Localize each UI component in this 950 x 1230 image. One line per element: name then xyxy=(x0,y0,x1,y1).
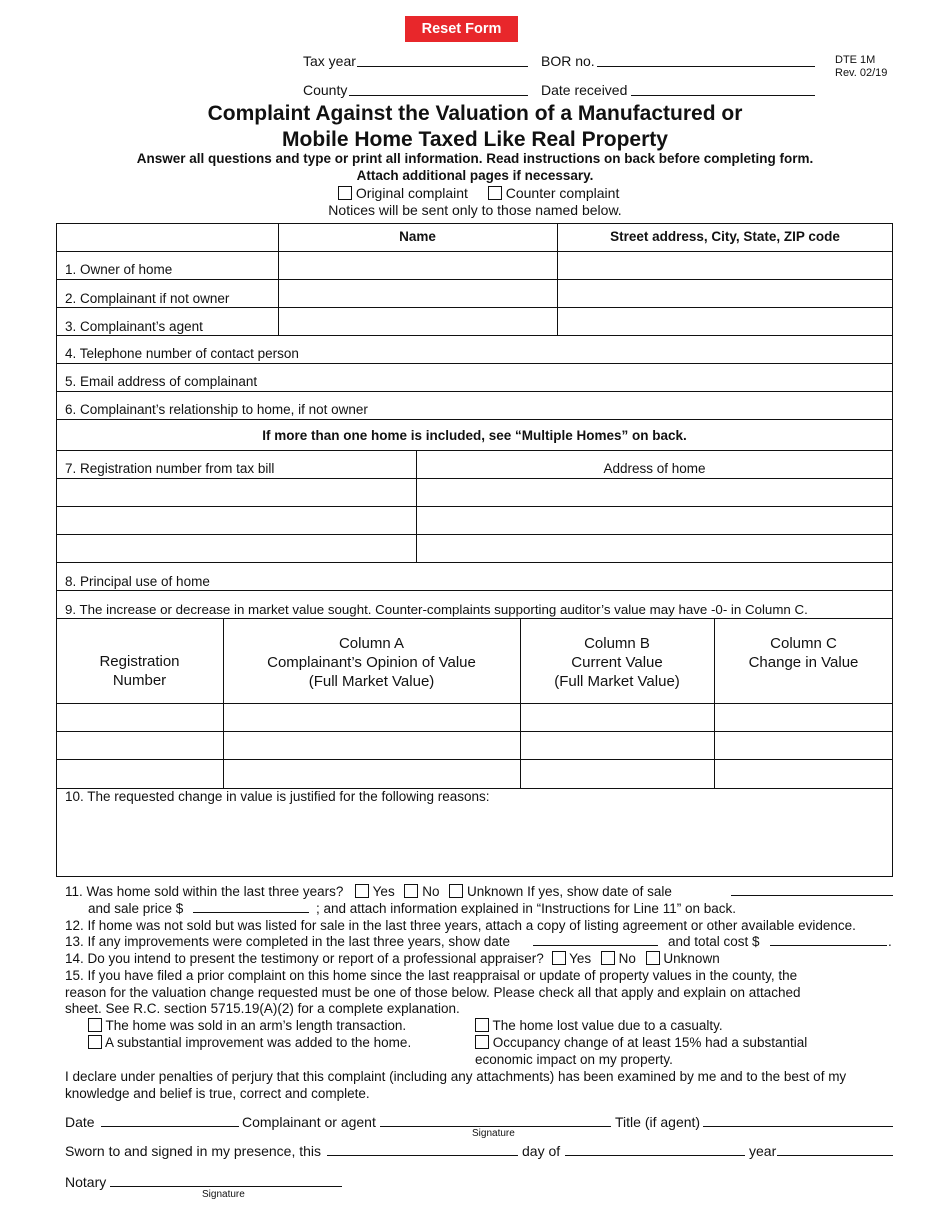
q14-yes-label: Yes xyxy=(569,951,592,966)
sworn-month-field[interactable] xyxy=(565,1155,745,1156)
q13-period: . xyxy=(888,934,892,949)
value-row-3-column-b[interactable] xyxy=(522,760,713,787)
q15-sold-checkbox[interactable] xyxy=(88,1018,102,1032)
q11-unknown-label: Unknown xyxy=(467,884,524,899)
q15-option-occupancy xyxy=(475,1035,807,1050)
registration-number-field-2[interactable] xyxy=(58,507,414,533)
column-b-header: Column B Current Value (Full Market Value) xyxy=(554,635,680,690)
value-row-2-registration[interactable] xyxy=(58,732,222,758)
question-15-line1: 15. If you have filed a prior complaint on this home since the last reappraisal or update of property values in the county, the xyxy=(65,968,798,983)
form-title-line2: Mobile Home Taxed Like Real Property xyxy=(282,128,668,151)
title-if-agent-label: Title (if agent) xyxy=(615,1114,701,1130)
value-row-2-column-a[interactable] xyxy=(225,732,519,758)
sworn-label: Sworn to and signed in my presence, this xyxy=(65,1143,322,1159)
owner-name-field[interactable] xyxy=(280,252,556,278)
q11-if-yes-label: If yes, show date of sale xyxy=(527,884,672,899)
q15-option-casualty xyxy=(475,1018,723,1033)
complainant-signature-field[interactable] xyxy=(380,1126,611,1127)
sale-price-field[interactable] xyxy=(193,912,309,913)
home-address-field-1[interactable] xyxy=(418,479,891,505)
original-complaint-label: Original complaint xyxy=(355,185,468,201)
home-address-header: Address of home xyxy=(603,461,706,476)
question-11-text: 11. Was home sold within the last three years? xyxy=(65,884,344,899)
q14-no-checkbox[interactable] xyxy=(601,951,615,965)
instructions-line2: Attach additional pages if necessary. xyxy=(356,168,594,183)
reasons-textarea[interactable] xyxy=(58,808,891,874)
multiple-homes-note: If more than one home is included, see “Multiple Homes” on back. xyxy=(262,428,687,443)
counter-complaint-checkbox[interactable] xyxy=(488,186,502,200)
registration-number-field-3[interactable] xyxy=(58,535,414,561)
value-row-1-column-a[interactable] xyxy=(225,704,519,730)
agent-address-field[interactable] xyxy=(559,308,891,334)
q14-no-label: No xyxy=(618,951,636,966)
form-revision: Rev. 02/19 xyxy=(835,67,888,79)
q14-yes-checkbox[interactable] xyxy=(552,951,566,965)
agent-name-field[interactable] xyxy=(280,308,556,334)
value-row-1-column-c[interactable] xyxy=(716,704,891,730)
notary-label: Notary xyxy=(65,1174,107,1190)
county-field[interactable] xyxy=(349,95,528,96)
instructions-line1: Answer all questions and type or print all information. Read instructions on back before completing form. xyxy=(136,151,814,166)
bor-no-field[interactable] xyxy=(597,66,815,67)
owner-row-label: 1. Owner of home xyxy=(65,262,173,277)
q15-option-sold xyxy=(88,1018,406,1033)
value-row-3-column-c[interactable] xyxy=(716,760,891,787)
complainant-name-field[interactable] xyxy=(280,280,556,306)
q14-unknown-label: Unknown xyxy=(663,951,720,966)
bor-no-label: BOR no. xyxy=(541,53,595,69)
original-complaint-checkbox[interactable] xyxy=(338,186,352,200)
q11-yes-checkbox[interactable] xyxy=(355,884,369,898)
q15-improvement-checkbox[interactable] xyxy=(88,1035,102,1049)
q11-attach-text: ; and attach information explained in “Instructions for Line 11” on back. xyxy=(316,901,736,916)
reasons-label: 10. The requested change in value is justified for the following reasons: xyxy=(65,789,490,804)
complainant-address-field[interactable] xyxy=(559,280,891,306)
registration-number-field-1[interactable] xyxy=(58,479,414,505)
q11-yes-label: Yes xyxy=(372,884,395,899)
notary-signature-field[interactable] xyxy=(110,1186,342,1187)
telephone-label: 4. Telephone number of contact person xyxy=(65,346,299,361)
q11-unknown-checkbox[interactable] xyxy=(449,884,463,898)
registration-number-column: Registration Number xyxy=(99,653,180,689)
name-column-header: Name xyxy=(399,229,436,244)
sworn-year-field[interactable] xyxy=(777,1155,893,1156)
q15-casualty-label: The home lost value due to a casualty. xyxy=(492,1018,723,1033)
reset-form-button[interactable]: Reset Form xyxy=(405,16,518,42)
question-11-row xyxy=(65,884,672,899)
q15-sold-label: The home was sold in an arm’s length transaction. xyxy=(105,1018,407,1033)
tax-year-label: Tax year xyxy=(303,53,356,69)
question-12-text: 12. If home was not sold but was listed for sale in the last three years, attach a copy of listing agreement or other available evidence. xyxy=(65,918,856,933)
question-13-text: 13. If any improvements were completed in the last three years, show date xyxy=(65,934,510,949)
complainant-signature-caption: Signature xyxy=(472,1128,515,1139)
date-received-label: Date received xyxy=(541,82,628,98)
sale-date-field[interactable] xyxy=(731,895,893,896)
q11-no-checkbox[interactable] xyxy=(404,884,418,898)
relationship-label: 6. Complainant’s relationship to home, if not owner xyxy=(65,402,368,417)
signature-date-field[interactable] xyxy=(101,1126,239,1127)
agent-title-field[interactable] xyxy=(703,1126,893,1127)
date-label: Date xyxy=(65,1114,95,1130)
registration-number-header: 7. Registration number from tax bill xyxy=(65,461,275,476)
q15-improvement-label: A substantial improvement was added to the home. xyxy=(105,1035,412,1050)
improvement-cost-field[interactable] xyxy=(770,945,887,946)
form-title-line1: Complaint Against the Valuation of a Manufactured or xyxy=(207,102,743,125)
q15-casualty-checkbox[interactable] xyxy=(475,1018,489,1032)
question-15-line2: reason for the valuation change requested must be one of those below. Please check all that apply and explain on attached xyxy=(65,985,801,1000)
column-a-header: Column A Complainant’s Opinion of Value (Full Market Value) xyxy=(267,635,476,690)
value-row-1-registration[interactable] xyxy=(58,704,222,730)
tax-year-field[interactable] xyxy=(357,66,528,67)
home-address-field-2[interactable] xyxy=(418,507,891,533)
column-c-header: Column C Change in Value xyxy=(748,635,859,671)
principal-use-label: 8. Principal use of home xyxy=(65,574,210,589)
declaration-line2: knowledge and belief is true, correct and complete. xyxy=(65,1086,370,1101)
address-column-header: Street address, City, State, ZIP code xyxy=(610,229,840,244)
declaration-line1: I declare under penalties of perjury that this complaint (including any attachments) has been examined by me and to the best of my xyxy=(65,1069,847,1084)
counter-complaint-label: Counter complaint xyxy=(505,185,620,201)
q14-unknown-checkbox[interactable] xyxy=(646,951,660,965)
question-15-line3: sheet. See R.C. section 5715.19(A)(2) for a complete explanation. xyxy=(65,1001,460,1016)
improvement-date-field[interactable] xyxy=(533,945,658,946)
county-label: County xyxy=(303,82,348,98)
question-14-text: 14. Do you intend to present the testimony or report of a professional appraiser? xyxy=(65,951,544,966)
sworn-day-field[interactable] xyxy=(327,1155,518,1156)
notices-text: Notices will be sent only to those named below. xyxy=(328,202,622,218)
q15-occupancy-checkbox[interactable] xyxy=(475,1035,489,1049)
q15-occupancy-label: Occupancy change of at least 15% had a substantial xyxy=(492,1035,808,1050)
date-received-field[interactable] xyxy=(631,95,815,96)
day-of-label: day of xyxy=(522,1143,561,1159)
value-row-3-column-a[interactable] xyxy=(225,760,519,787)
year-label: year xyxy=(749,1143,777,1159)
form-id: DTE 1M xyxy=(835,54,876,66)
q15-occupancy-label-line2: economic impact on my property. xyxy=(475,1052,673,1067)
value-row-3-registration[interactable] xyxy=(58,760,222,787)
owner-address-field[interactable] xyxy=(559,252,891,278)
question-14-row xyxy=(65,951,720,966)
q15-option-improvement xyxy=(88,1035,411,1050)
complaint-type-row xyxy=(338,185,619,201)
email-label: 5. Email address of complainant xyxy=(65,374,258,389)
value-row-2-column-c[interactable] xyxy=(716,732,891,758)
q11-no-label: No xyxy=(422,884,440,899)
notary-signature-caption: Signature xyxy=(202,1189,245,1200)
sale-price-label: and sale price $ xyxy=(88,901,184,916)
improvement-cost-label: and total cost $ xyxy=(668,934,760,949)
value-row-1-column-b[interactable] xyxy=(522,704,713,730)
complainant-row-label: 2. Complainant if not owner xyxy=(65,291,230,306)
value-sought-intro: 9. The increase or decrease in market value sought. Counter-complaints supporting auditor’s value may have -0- in Column C. xyxy=(65,602,808,617)
home-address-field-3[interactable] xyxy=(418,535,891,561)
value-row-2-column-b[interactable] xyxy=(522,732,713,758)
complainant-agent-label: Complainant or agent xyxy=(242,1114,376,1130)
agent-row-label: 3. Complainant’s agent xyxy=(65,319,203,334)
